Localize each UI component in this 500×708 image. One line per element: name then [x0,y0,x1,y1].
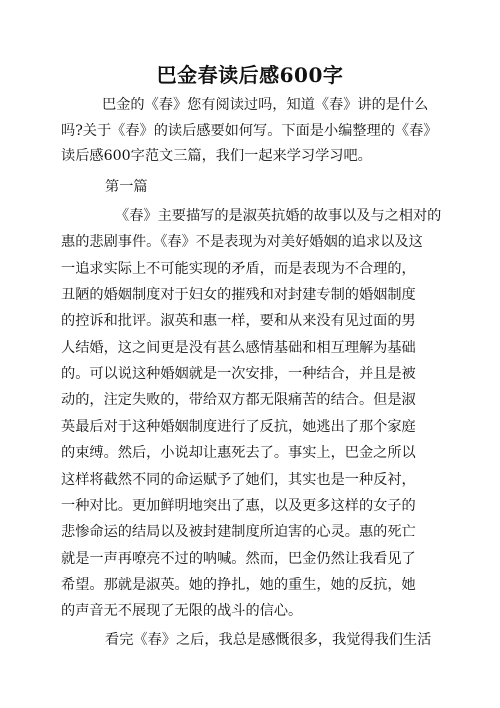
text-line: 动的，注定失败的，带给双方都无限痛苦的结合。但是淑 [61,392,416,408]
page-title: 巴金春读后感600字 [156,63,344,87]
text-line: 英最后对于这种婚姻制度进行了反抗，她逃出了那个家庭 [61,419,416,435]
text-line: 看完《春》之后，我总是感慨很多，我觉得我们生活 [105,632,432,648]
text-line: 的。可以说这种婚姻就是一次安排，一种结合，并且是被 [61,366,416,382]
text-line: 人结婚，这之间更是没有甚么感情基础和相互理解为基础 [61,340,416,356]
text-line: 这样将截然不同的命运赋予了她们，其实也是一种反衬， [61,472,416,488]
text-line: 的控诉和批评。淑英和惠一样，要和从来没有见过面的男 [61,313,416,329]
text-line: 悲惨命运的结局以及被封建制度所迫害的心灵。惠的死亡 [61,524,416,540]
text-line: 吗?关于《春》的读后感要如何写。下面是小编整理的《春》 [61,123,438,139]
text-line: 一种对比。更加鲜明地突出了惠，以及更多这样的女子的 [61,498,416,514]
text-line: 的声音无不展现了无限的战斗的信心。 [61,603,303,619]
text-line: 希望。那就是淑英。她的挣扎，她的重生，她的反抗，她 [61,577,416,593]
text-line: 《春》主要描写的是淑英抗婚的故事以及与之相对的 [115,208,442,224]
text-line: 巴金的《春》您有阅读过吗，知道《春》讲的是什么 [102,97,429,113]
text-line: 读后感600字范文三篇，我们一起来学习学习吧。 [61,148,372,164]
text-line: 就是一声再嘹亮不过的呐喊。然而，巴金仍然让我看见了 [61,551,416,567]
text-line: 惠的悲剧事件。《春》不是表现为对美好婚姻的追求以及这 [61,234,423,250]
text-line: 一追求实际上不可能实现的矛盾，而是表现为不合理的， [61,261,416,277]
section-heading: 第一篇 [105,179,148,195]
text-line: 的束缚。然后，小说却让惠死去了。事实上，巴金之所以 [61,445,416,461]
text-line: 丑陋的婚姻制度对于妇女的摧残和对封建专制的婚姻制度 [61,287,416,303]
